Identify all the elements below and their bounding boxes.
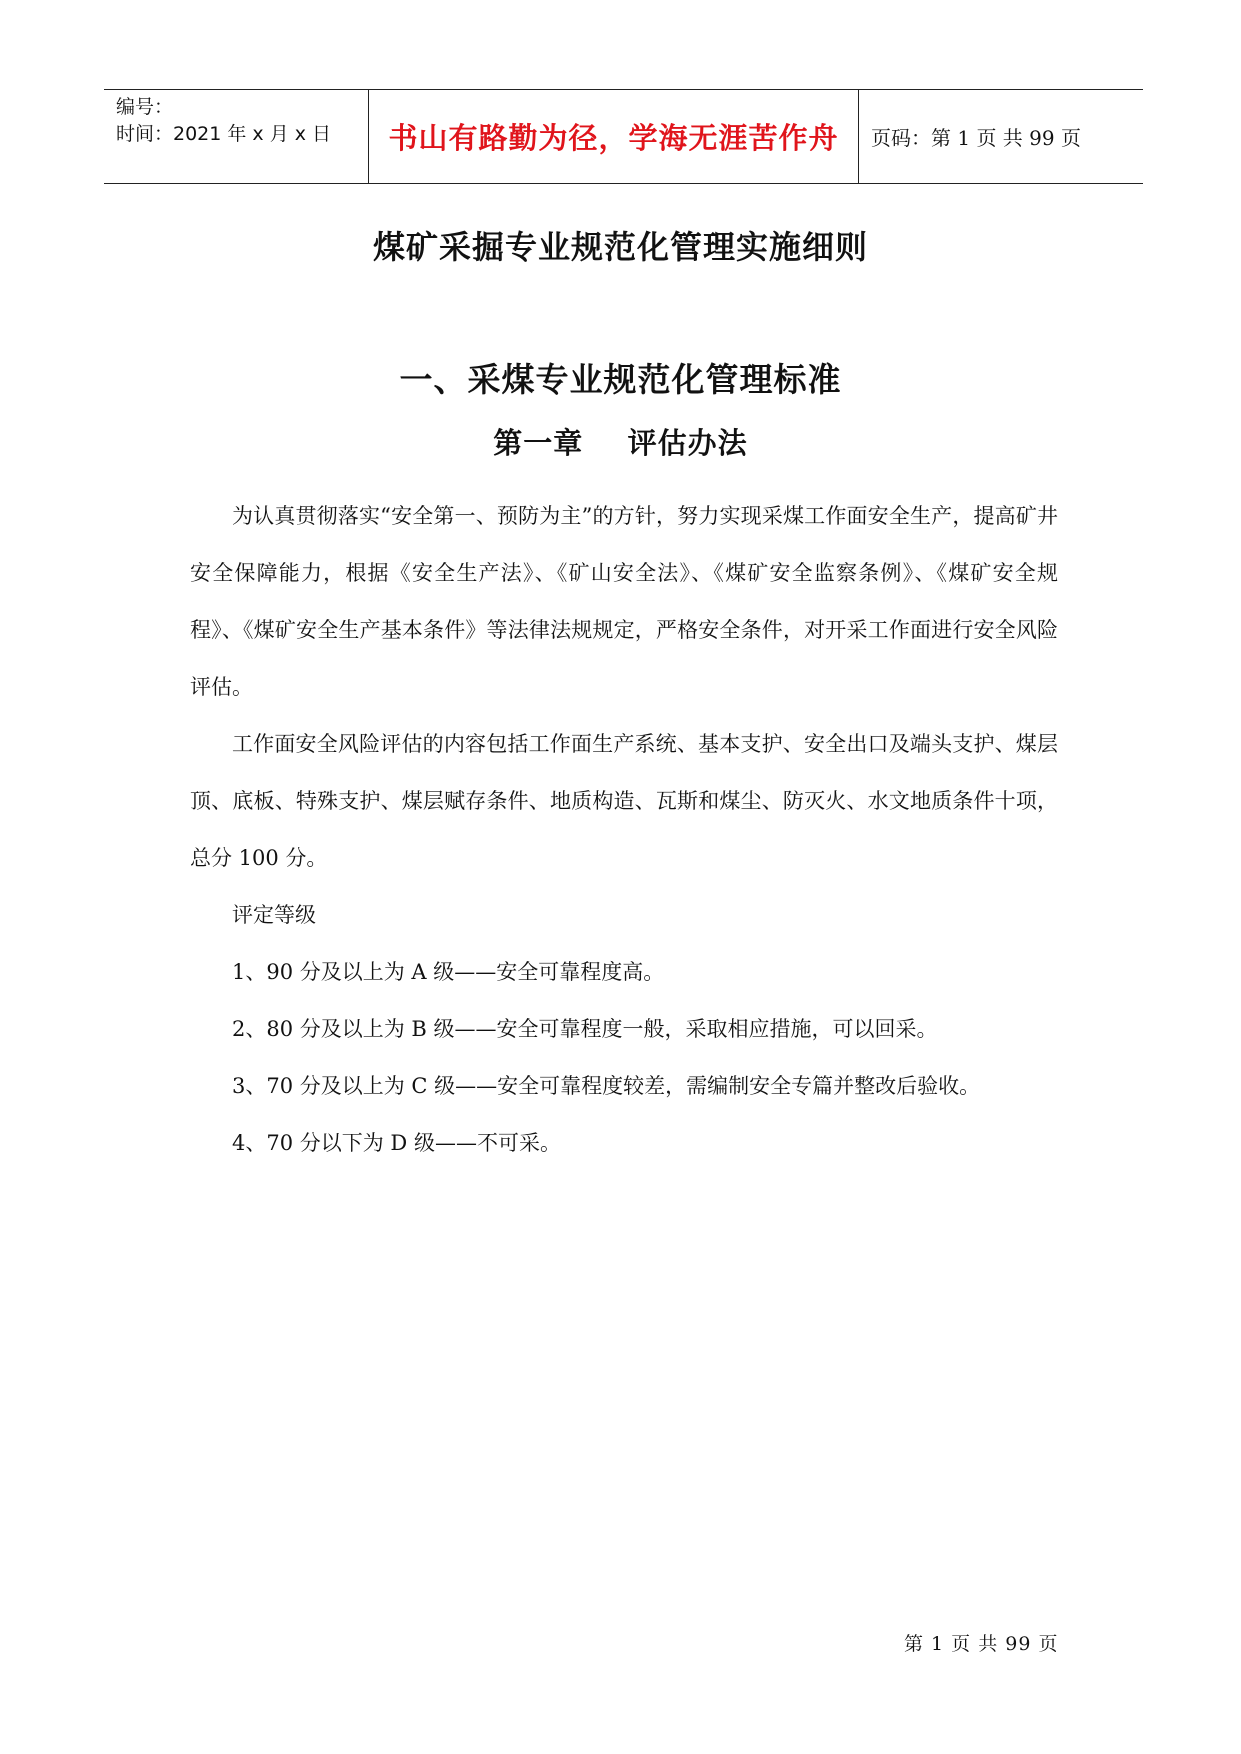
grade-item: 2、80 分及以上为 B 级——安全可靠程度一般，采取相应措施，可以回采。 xyxy=(232,1017,938,1041)
grading-heading: 评定等级 xyxy=(232,903,316,927)
paragraph: 工作面安全风险评估的内容包括工作面生产系统、基本支护、安全出口及端头支护、煤层顶、底板、特殊支护、煤层赋存条件、地质构造、瓦斯和煤尘、防灭火、水文地质条件十项，总分 100 分。 xyxy=(190,732,1058,870)
chapter-title: 第一章 评估办法 xyxy=(493,426,748,460)
grade-item: 1、90 分及以上为 A 级——安全可靠程度高。 xyxy=(232,960,665,984)
section-title: 一、采煤专业规范化管理标准 xyxy=(399,360,842,399)
number-label: 编号： xyxy=(116,96,174,118)
document-title: 煤矿采掘专业规范化管理实施细则 xyxy=(372,228,868,266)
document-body xyxy=(190,488,1058,1172)
document-header xyxy=(104,89,1143,184)
grade-item: 4、70 分以下为 D 级——不可采。 xyxy=(232,1131,561,1155)
page-footer: 第 1 页 共 99 页 xyxy=(904,1633,1059,1655)
grade-item: 3、70 分及以上为 C 级——安全可靠程度较差，需编制安全专篇并整改后验收。 xyxy=(232,1074,981,1098)
header-page-info: 页码：第 1 页 共 99 页 xyxy=(871,126,1081,150)
header-motto: 书山有路勤为径，学海无涯苦作舟 xyxy=(369,90,859,183)
time-label: 时间：2021 年 x 月 x 日 xyxy=(116,123,332,145)
header-meta xyxy=(104,90,369,183)
paragraph: 为认真贯彻落实“安全第一、预防为主”的方针，努力实现采煤工作面安全生产，提高矿井安全保障能力，根据《安全生产法》、《矿山安全法》、《煤矿安全监察条例》、《煤矿安全规程》、《煤矿安全生产基本条件》等法律法规规定，严格安全条件，对开采工作面进行安全风险评估。 xyxy=(190,504,1058,699)
